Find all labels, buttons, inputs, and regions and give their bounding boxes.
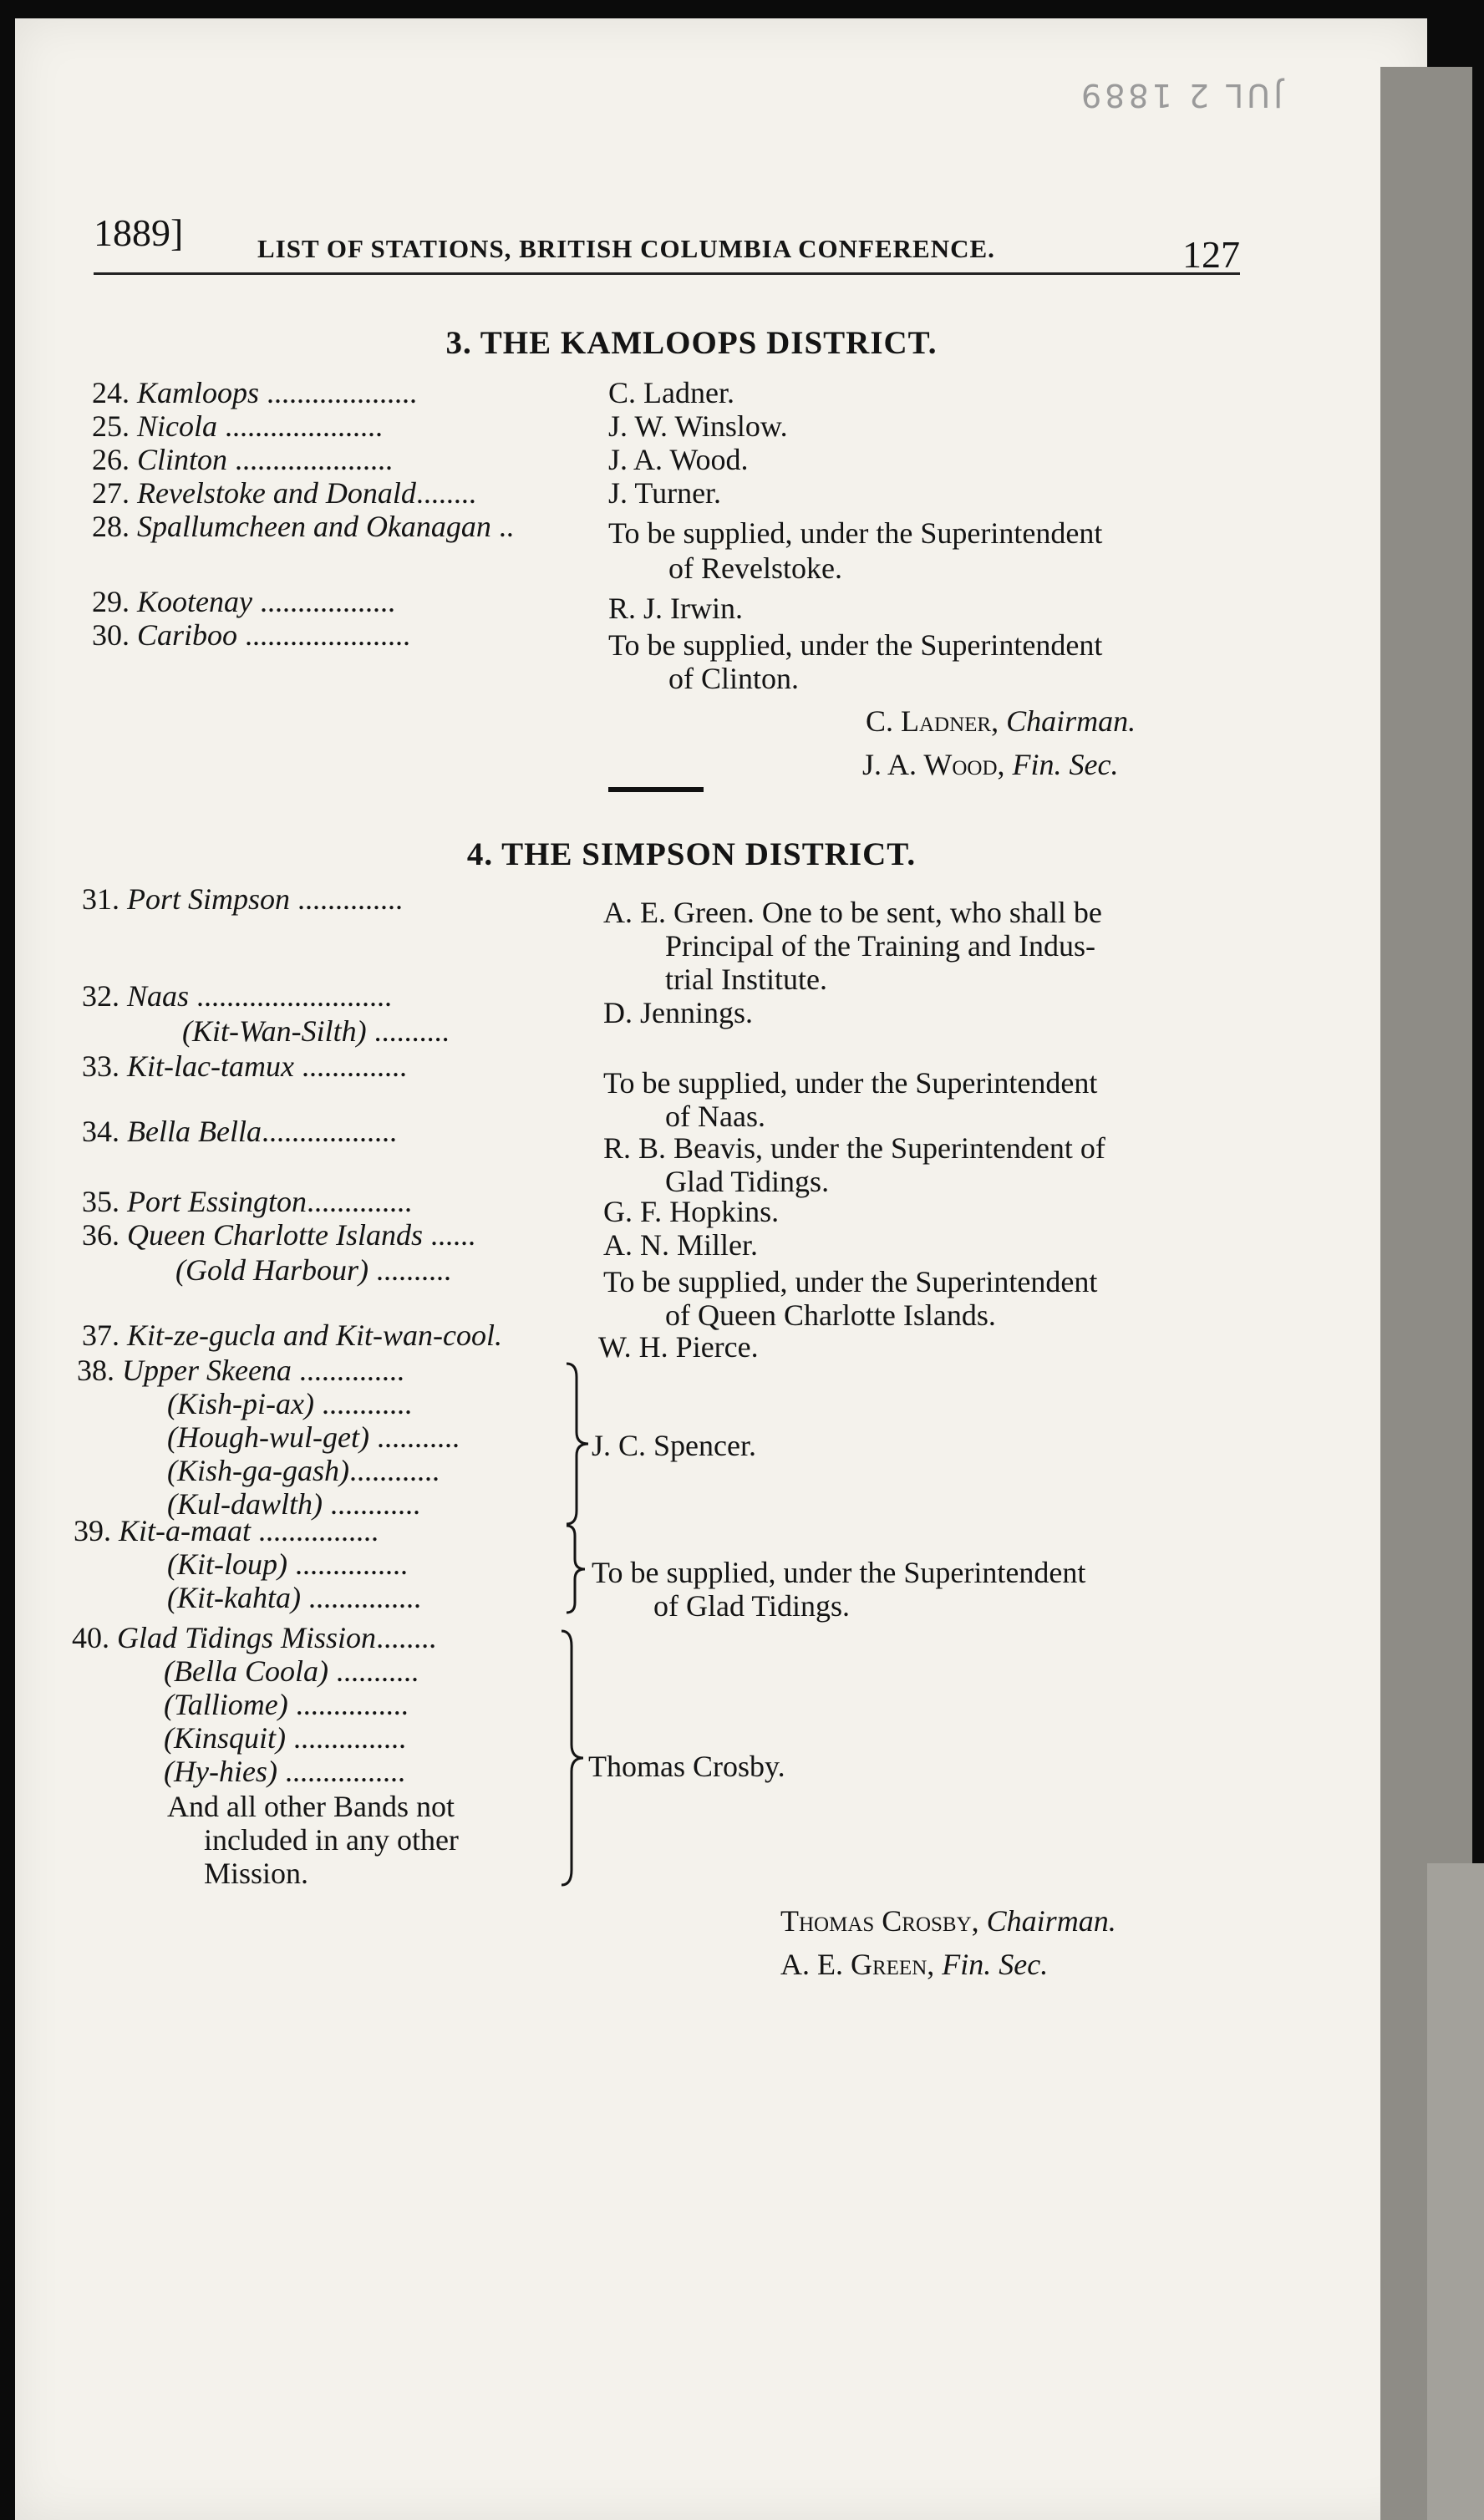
sub-station-entry: (Hy-hies) ................ (164, 1755, 405, 1788)
station-entry: 34. Bella Bella.................. (82, 1115, 397, 1148)
station-number: 30. (92, 618, 130, 652)
note-line: included in any other (204, 1823, 459, 1857)
bracket-brace (563, 1522, 592, 1616)
appointment: J. Turner. (608, 476, 722, 510)
sub-station-entry: (Hough-wul-get) ........... (167, 1420, 460, 1454)
header-title: LIST OF STATIONS, BRITISH COLUMBIA CONFERENCE. (257, 234, 995, 263)
library-stamp: JUL 2 1889 (1078, 77, 1283, 114)
station-name: Spallumcheen and Okanagan (137, 510, 491, 543)
station-entry: 31. Port Simpson .............. (82, 882, 404, 916)
dot-leader: .. (490, 510, 514, 543)
station-number: 27. (92, 476, 130, 510)
appointment: G. F. Hopkins. (603, 1195, 780, 1228)
appointment: To be supplied, under the Superintendent (603, 1066, 1098, 1100)
station-name: Clinton (137, 443, 228, 476)
note-line: Mission. (204, 1857, 309, 1890)
sub-station-entry: (Kinsquit) ............... (164, 1721, 407, 1755)
running-header (94, 211, 1240, 275)
station-entry: 33. Kit-lac-tamux .............. (82, 1049, 407, 1083)
appointment: W. H. Pierce. (598, 1330, 759, 1364)
appointment: A. N. Miller. (603, 1228, 758, 1262)
dot-leader: ..................... (217, 409, 383, 443)
appointment: R. B. Beavis, under the Superintendent of (603, 1131, 1105, 1165)
station-entry: 35. Port Essington.............. (82, 1185, 413, 1218)
appointment-continued: Glad Tidings. (665, 1165, 830, 1198)
appointment: D. Jennings. (603, 996, 753, 1029)
appointment: To be supplied, under the Superintendent (608, 628, 1103, 662)
dot-leader: ...................... (237, 618, 411, 652)
station-number: 24. (92, 376, 130, 409)
station-entry (92, 443, 393, 476)
district-chairman: C. Ladner, Chairman. (866, 704, 1136, 738)
dot-leader: ..................... (227, 443, 394, 476)
sub-station-entry: (Kish-pi-ax) ............ (167, 1387, 412, 1420)
header-year: 1889] (94, 211, 184, 254)
appointment-continued: Principal of the Training and Indus- (665, 929, 1095, 963)
appointment: To be supplied, under the Superintendent (603, 1265, 1098, 1298)
appointment: J. W. Winslow. (608, 409, 788, 443)
station-number: 28. (92, 510, 130, 543)
appointment-continued: of Clinton. (668, 662, 800, 695)
appointment-continued: of Revelstoke. (668, 551, 842, 585)
note-line: And all other Bands not (167, 1790, 455, 1823)
station-name: Kamloops (137, 376, 260, 409)
station-entry: 37. Kit-ze-gucla and Kit-wan-cool. (82, 1318, 502, 1352)
sub-station-entry: (Kit-Wan-Silth) .......... (182, 1014, 450, 1048)
station-name: Kootenay (137, 585, 252, 618)
station-name: Nicola (137, 409, 217, 443)
page-edge-shadow-lower (1427, 1863, 1484, 2520)
station-name: Cariboo (137, 618, 238, 652)
dot-leader: ........ (415, 476, 476, 510)
appointment: A. E. Green. One to be sent, who shall be (603, 896, 1102, 929)
station-entry (92, 510, 514, 543)
station-entry: 32. Naas .......................... (82, 979, 393, 1013)
appointment: Thomas Crosby. (588, 1750, 785, 1783)
appointment: C. Ladner. (608, 376, 734, 409)
station-number: 26. (92, 443, 130, 476)
dot-leader: .................. (252, 585, 395, 618)
sub-station-entry: (Kit-kahta) ............... (167, 1581, 421, 1614)
sub-station-entry: (Talliome) ............... (164, 1688, 409, 1721)
district-title-kamloops: 3. THE KAMLOOPS DISTRICT. (445, 325, 938, 361)
district-chairman: Thomas Crosby, Chairman. (780, 1904, 1116, 1938)
station-entry: 40. Glad Tidings Mission........ (72, 1621, 437, 1654)
station-number: 29. (92, 585, 130, 618)
station-entry (92, 585, 395, 618)
dot-leader: .................... (259, 376, 418, 409)
sub-station-entry: (Gold Harbour) .......... (175, 1253, 451, 1287)
sub-station-entry: (Bella Coola) ........... (164, 1654, 419, 1688)
station-name: Revelstoke and Donald (137, 476, 416, 510)
station-entry: 36. Queen Charlotte Islands ...... (82, 1218, 475, 1252)
sub-station-entry: (Kish-ga-gash)............ (167, 1454, 440, 1487)
station-number: 25. (92, 409, 130, 443)
station-entry (92, 618, 410, 652)
appointment-continued: of Naas. (665, 1100, 765, 1133)
bracket-brace (556, 1628, 590, 1888)
station-entry (92, 476, 476, 510)
bracket-brace (562, 1360, 595, 1527)
appointment-continued: of Glad Tidings. (653, 1589, 851, 1623)
appointment: To be supplied, under the Superintendent (608, 516, 1103, 550)
appointment: J. C. Spencer. (592, 1429, 756, 1462)
district-financial-secretary: J. A. Wood, Fin. Sec. (862, 748, 1119, 781)
sub-station-entry: (Kul-dawlth) ............ (167, 1487, 420, 1521)
station-entry: 38. Upper Skeena .............. (77, 1354, 404, 1387)
sub-station-entry: (Kit-loup) ............... (167, 1547, 408, 1581)
page-number: 127 (1182, 233, 1240, 276)
station-entry: 39. Kit-a-maat ................ (74, 1514, 379, 1547)
appointment: To be supplied, under the Superintendent (592, 1556, 1086, 1589)
appointment-continued: trial Institute. (665, 963, 827, 996)
station-entry (92, 409, 383, 443)
appointment: J. A. Wood. (608, 443, 749, 476)
section-divider (608, 787, 704, 792)
district-title-simpson: 4. THE SIMPSON DISTRICT. (466, 836, 917, 872)
appointment: R. J. Irwin. (608, 592, 743, 625)
station-entry (92, 376, 417, 409)
appointment-continued: of Queen Charlotte Islands. (665, 1298, 996, 1332)
district-financial-secretary: A. E. Green, Fin. Sec. (780, 1948, 1049, 1981)
